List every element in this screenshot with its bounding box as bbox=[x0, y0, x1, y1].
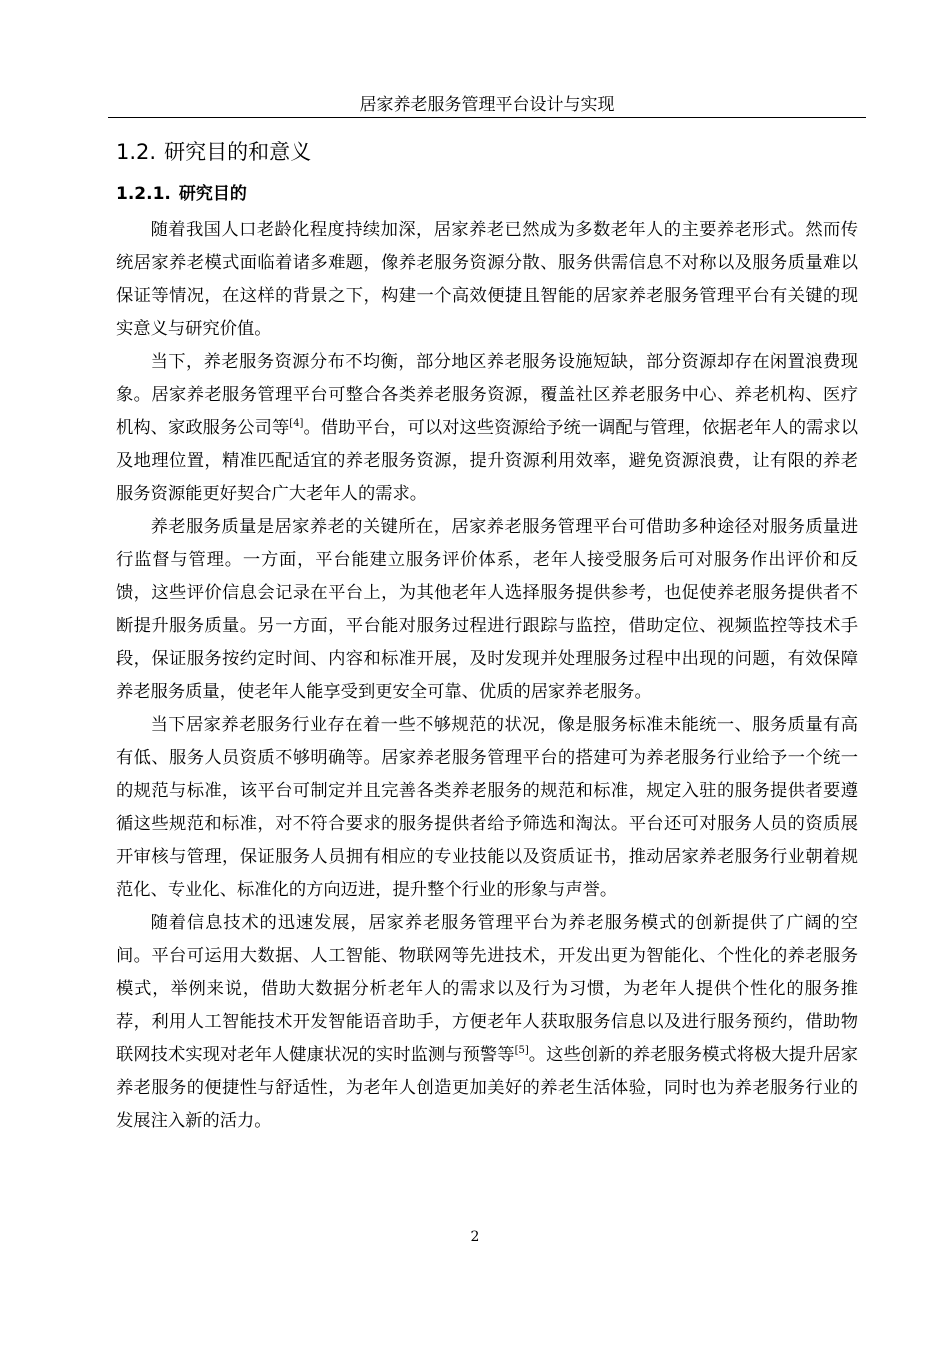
page-number: 2 bbox=[470, 1229, 480, 1245]
header-divider bbox=[108, 117, 866, 118]
paragraph-4: 当下居家养老服务行业存在着一些不够规范的状况，像是服务标准未能统一、服务质量有高有低、服务人员资质不够明确等。居家养老服务管理平台的搭建可为养老服务行业给予一个统一的规范与标准，该平台可制定并且完善各类养老服务的规范和标准，规定入驻的服务提供者要遵循这些规范和标准，对不符合要求的服务提供者给予筛选和淘汰。平台还可对服务人员的资质展开审核与管理，保证服务人员拥有相应的专业技能以及资质证书，推动居家养老服务行业朝着规范化、专业化、标准化的方向迈进，提升整个行业的形象与声誉。 bbox=[116, 715, 858, 900]
paragraph-2 bbox=[116, 346, 858, 511]
paragraph-2-text-b: 。借助平台，可以对这些资源给予统一调配与管理，依据老年人的需求以及地理位置，精准匹配适宜的养老服务资源，提升资源利用效率，避免资源浪费，让有限的养老服务资源能更好契合广大老年人的需求。 bbox=[116, 418, 858, 504]
subsection-title: 研究目的 bbox=[178, 184, 247, 204]
paragraph-2-text-a: 当下，养老服务资源分布不均衡，部分地区养老服务设施短缺，部分资源却存在闲置浪费现象。居家养老服务管理平台可整合各类养老服务资源，覆盖社区养老服务中心、养老机构、医疗机构、家政服务公司等 bbox=[116, 352, 858, 438]
citation-5: [5] bbox=[514, 1045, 529, 1056]
body-text bbox=[116, 214, 858, 1138]
paragraph-5-text-a: 随着信息技术的迅速发展，居家养老服务管理平台为养老服务模式的创新提供了广阔的空间。平台可运用大数据、人工智能、物联网等先进技术，开发出更为智能化、个性化的养老服务模式，举例来说，借助大数据分析老年人的需求以及行为习惯，为老年人提供个性化的服务推荐，利用人工智能技术开发智能语音助手，方便老年人获取服务信息以及进行服务预约，借助物联网技术实现对老年人健康状况的实时监测与预警等 bbox=[116, 913, 858, 1065]
running-header: 居家养老服务管理平台设计与实现 bbox=[359, 95, 615, 115]
section-title: 研究目的和意义 bbox=[164, 140, 312, 164]
section-number: 1.2. bbox=[116, 140, 157, 164]
paragraph-1: 随着我国人口老龄化程度持续加深，居家养老已然成为多数老年人的主要养老形式。然而传统居家养老模式面临着诸多难题，像养老服务资源分散、服务供需信息不对称以及服务质量难以保证等情况，在这样的背景之下，构建一个高效便捷且智能的居家养老服务管理平台有关键的现实意义与研究价值。 bbox=[116, 220, 858, 339]
section-heading bbox=[116, 138, 311, 166]
subsection-number: 1.2.1. bbox=[116, 184, 171, 204]
paragraph-5-text-b: 。这些创新的养老服务模式将极大提升居家养老服务的便捷性与舒适性，为老年人创造更加美好的养老生活体验，同时也为养老服务行业的发展注入新的活力。 bbox=[116, 1045, 858, 1131]
citation-4: [4] bbox=[289, 418, 304, 429]
paragraph-3: 养老服务质量是居家养老的关键所在，居家养老服务管理平台可借助多种途径对服务质量进行监督与管理。一方面，平台能建立服务评价体系，老年人接受服务后可对服务作出评价和反馈，这些评价信息会记录在平台上，为其他老年人选择服务提供参考，也促使养老服务提供者不断提升服务质量。另一方面，平台能对服务过程进行跟踪与监控，借助定位、视频监控等技术手段，保证服务按约定时间、内容和标准开展，及时发现并处理服务过程中出现的问题，有效保障养老服务质量，使老年人能享受到更安全可靠、优质的居家养老服务。 bbox=[116, 517, 858, 702]
paragraph-5 bbox=[116, 907, 858, 1138]
subsection-heading bbox=[116, 182, 247, 206]
